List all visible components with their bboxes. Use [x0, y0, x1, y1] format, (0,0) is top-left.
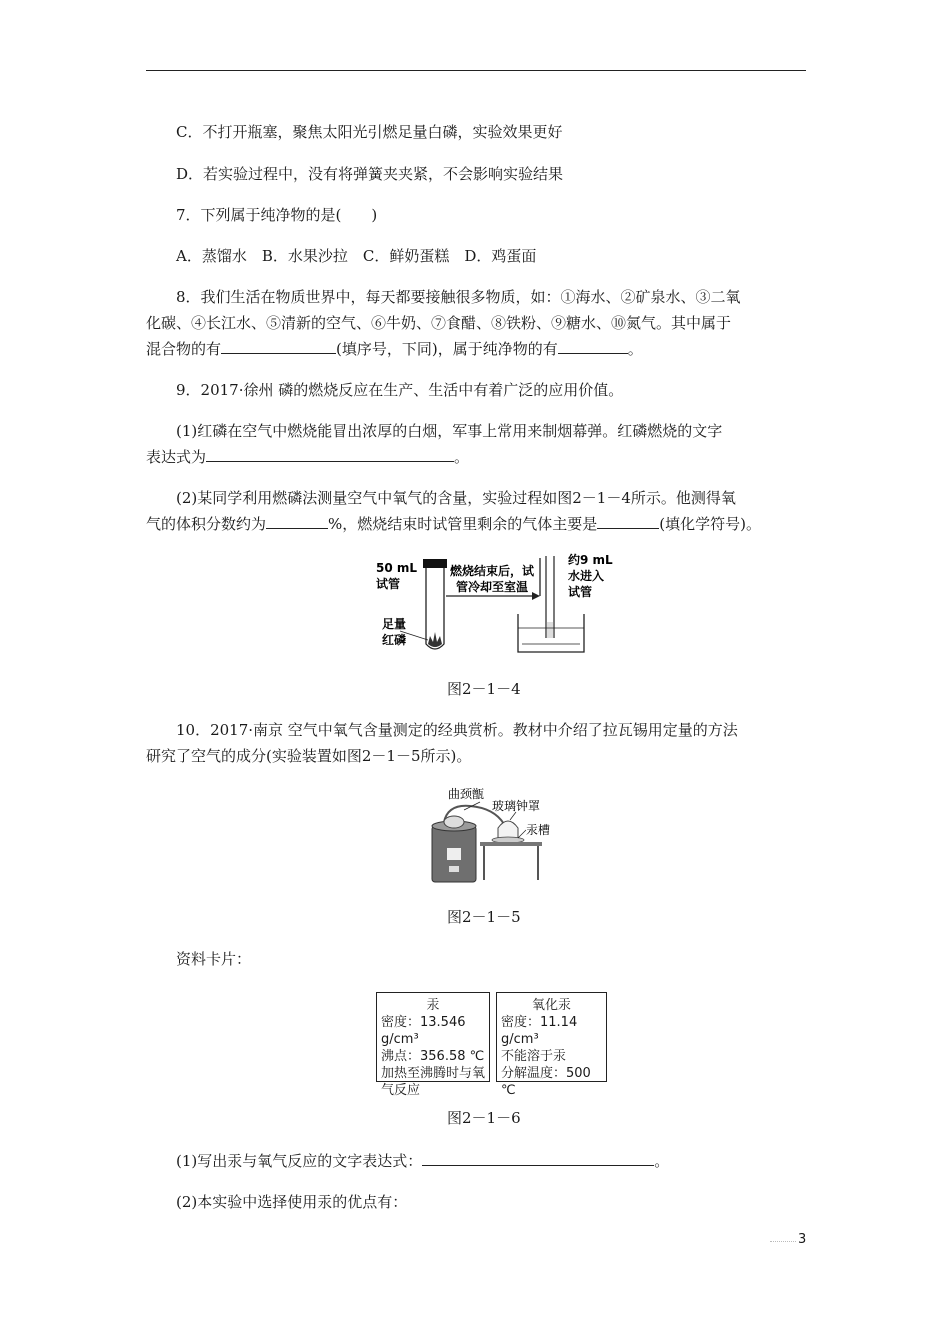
- text: 气的体积分数约为: [146, 515, 267, 533]
- option-d: D．若实验过程中，没有将弹簧夹夹紧，不会影响实验结果: [176, 165, 564, 183]
- retort-bulb: [444, 816, 464, 828]
- phosphorus-label: 足量: [382, 617, 407, 631]
- furnace-vent: [449, 866, 459, 872]
- text: 表达式为: [146, 448, 207, 466]
- question-8-line-1: 8．我们生活在物质世界中，每天都要接触很多物质，如：①海水、②矿泉水、③二氧: [176, 288, 741, 306]
- pointer-line: [518, 830, 526, 838]
- answer-blank[interactable]: [266, 514, 328, 529]
- card-line: 加热至沸腾时与氧: [381, 1066, 486, 1081]
- card-line: 沸点：356.58 ℃: [381, 1049, 485, 1064]
- text: 混合物的有: [146, 340, 222, 358]
- question-10-1: [176, 1151, 669, 1171]
- water-in-tube: [547, 622, 554, 638]
- arrow-label: 燃烧结束后，试: [450, 564, 535, 578]
- figure-2-1-4: [360, 548, 613, 660]
- card-title: 汞: [426, 998, 440, 1013]
- trough-label: 汞槽: [526, 823, 551, 837]
- text: 。: [454, 448, 470, 466]
- water-label: 试管: [568, 585, 593, 599]
- question-9: 9．2017·徐州 磷的燃烧反应在生产、生活中有着广泛的应用价值。: [176, 381, 624, 399]
- tube-label: 试管: [376, 577, 401, 591]
- water-label: 约9 mL: [568, 553, 613, 567]
- question-8-line-3: [146, 339, 643, 359]
- question-7-options: A．蒸馏水 B．水果沙拉 C．鲜奶蛋糕 D．鸡蛋面: [176, 247, 537, 265]
- figure-2-1-5: [418, 784, 558, 886]
- data-card-intro: 资料卡片：: [176, 950, 252, 968]
- mercuric-oxide-card: [496, 992, 607, 1098]
- text: (1)写出汞与氧气反应的文字表达式：: [176, 1152, 423, 1170]
- text: (填化学符号)。: [659, 515, 761, 533]
- question-9-2-line-2: [146, 514, 761, 534]
- answer-blank[interactable]: [221, 339, 336, 354]
- phosphorus-label: 红磷: [382, 633, 407, 647]
- figure-2-1-4-caption: 图2－1－4: [447, 680, 521, 698]
- option-c: C．不打开瓶塞，聚焦太阳光引燃足量白磷，实验效果更好: [176, 123, 563, 141]
- question-9-1-line-2: [146, 447, 469, 467]
- answer-blank[interactable]: [597, 514, 659, 529]
- figure-2-1-5-caption: 图2－1－5: [447, 908, 521, 926]
- page-number-leader: [770, 1241, 796, 1242]
- bell-jar-label: 玻璃钟罩: [492, 799, 541, 813]
- answer-blank[interactable]: [206, 447, 454, 462]
- furnace-door: [447, 848, 461, 860]
- answer-blank[interactable]: [422, 1151, 654, 1166]
- text: %，燃烧结束时试管里剩余的气体主要是: [328, 515, 598, 533]
- question-9-1-line-1: (1)红磷在空气中燃烧能冒出浓厚的白烟，军事上常用来制烟幕弹。红磷燃烧的文字: [176, 422, 723, 440]
- card-line: 不能溶于汞: [501, 1049, 567, 1064]
- retort-label: 曲颈甑: [448, 787, 485, 801]
- card-line: 密度：13.546 g/cm³: [381, 1015, 466, 1047]
- question-8-line-2: 化碳、④长江水、⑤清新的空气、⑥牛奶、⑦食醋、⑧铁粉、⑨糖水、⑩氮气。其中属于: [146, 314, 732, 332]
- question-10-line-2: 研究了空气的成分(实验装置如图2－1－5所示)。: [146, 747, 472, 765]
- header-rule: [146, 70, 806, 71]
- table-top: [480, 842, 542, 846]
- stopper: [423, 559, 447, 568]
- question-10-line-1: 10．2017·南京 空气中氧气含量测定的经典赏析。教材中介绍了拉瓦锡用定量的方法: [176, 721, 738, 739]
- card-line: 气反应: [381, 1083, 421, 1098]
- text: 。: [627, 340, 643, 358]
- mercury-card: [376, 992, 490, 1098]
- card-line: 密度：11.14 g/cm³: [501, 1015, 578, 1047]
- figure-2-1-6-caption: 图2－1－6: [447, 1109, 521, 1127]
- page-number: 3: [798, 1232, 807, 1247]
- card-line: 分解温度：500 ℃: [501, 1066, 591, 1098]
- pointer-line: [510, 812, 516, 820]
- question-7: 7．下列属于纯净物的是( ): [176, 206, 378, 224]
- text: (填序号，下同)，属于纯净物的有: [336, 340, 558, 358]
- answer-blank[interactable]: [558, 339, 628, 354]
- question-9-2-line-1: (2)某同学利用燃磷法测量空气中氧气的含量，实验过程如图2－1－4所示。他测得氧: [176, 489, 736, 507]
- card-title: 氧化汞: [531, 998, 571, 1013]
- water-label: 水进入: [568, 569, 605, 583]
- question-10-2: (2)本实验中选择使用汞的优点有：: [176, 1193, 408, 1211]
- arrow-label: 管冷却至室温: [456, 580, 529, 594]
- text: 。: [654, 1152, 670, 1170]
- tube-label: 50 mL: [376, 561, 418, 575]
